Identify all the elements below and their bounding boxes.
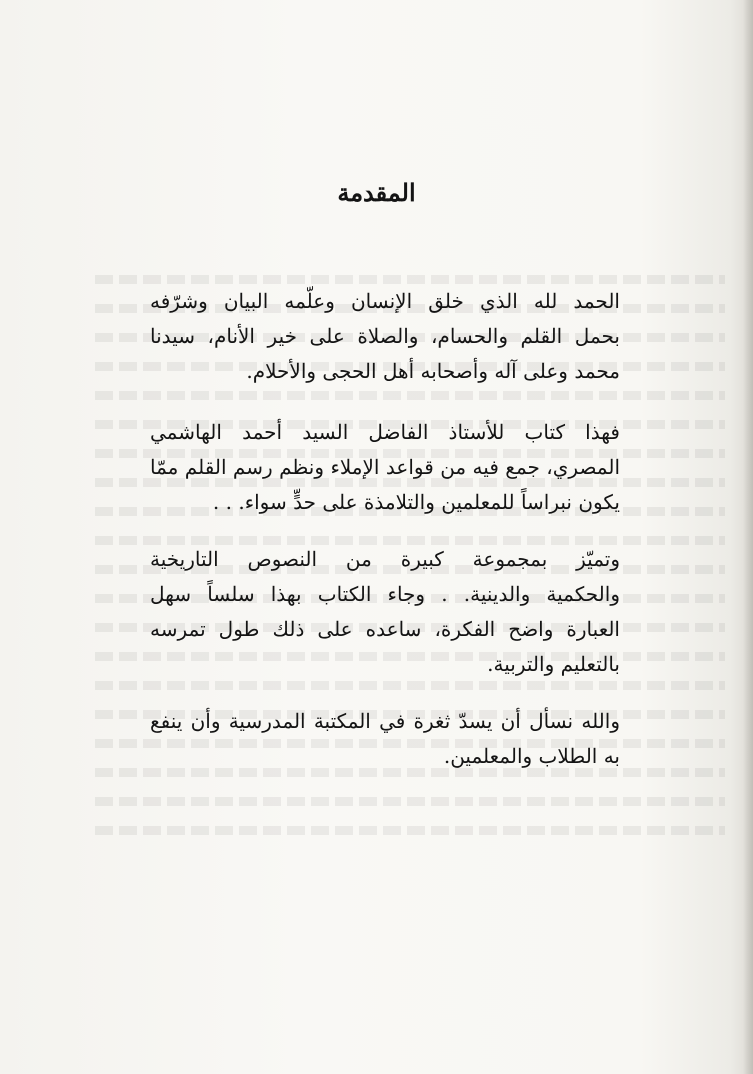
text-line: الحمد لله الذي خلق الإنسان وعلّمه البيان وشرّفه — [150, 289, 620, 313]
paragraph-4 — [150, 704, 620, 774]
text-line: بحمل القلم والحسام، والصلاة على خير الأنام، سيدنا — [150, 324, 620, 348]
text-line: محمد وعلى آله وأصحابه أهل الحجى والأحلام. — [246, 359, 620, 383]
text-line: المصري، جمع فيه من قواعد الإملاء ونظم رسم القلم ممّا — [150, 455, 621, 479]
text-line: والحكمية والدينية. . وجاء الكتاب بهذا سلساً سهل — [150, 582, 620, 606]
page-title: المقدمة — [337, 178, 416, 207]
text-line: العبارة واضح الفكرة، ساعده على ذلك طول تمرسه — [150, 617, 620, 641]
text-line: والله نسأل أن يسدّ ثغرة في المكتبة المدرسية وأن ينفع — [150, 709, 620, 733]
text-line: به الطلاب والمعلمين. — [443, 744, 620, 768]
text-line: يكون نبراساً للمعلمين والتلامذة على حدٍّ سواء. . . — [212, 490, 620, 514]
text-line: بالتعليم والتربية. — [487, 652, 620, 676]
text-line: وتميّز بمجموعة كبيرة من النصوص التاريخية — [150, 547, 620, 571]
page-edge-shadow — [743, 0, 753, 1074]
paragraph-1 — [150, 284, 620, 389]
paragraph-3 — [150, 542, 620, 682]
paragraph-2 — [150, 415, 620, 520]
text-line: فهذا كتاب للأستاذ الفاضل السيد أحمد الهاشمي — [150, 420, 620, 444]
